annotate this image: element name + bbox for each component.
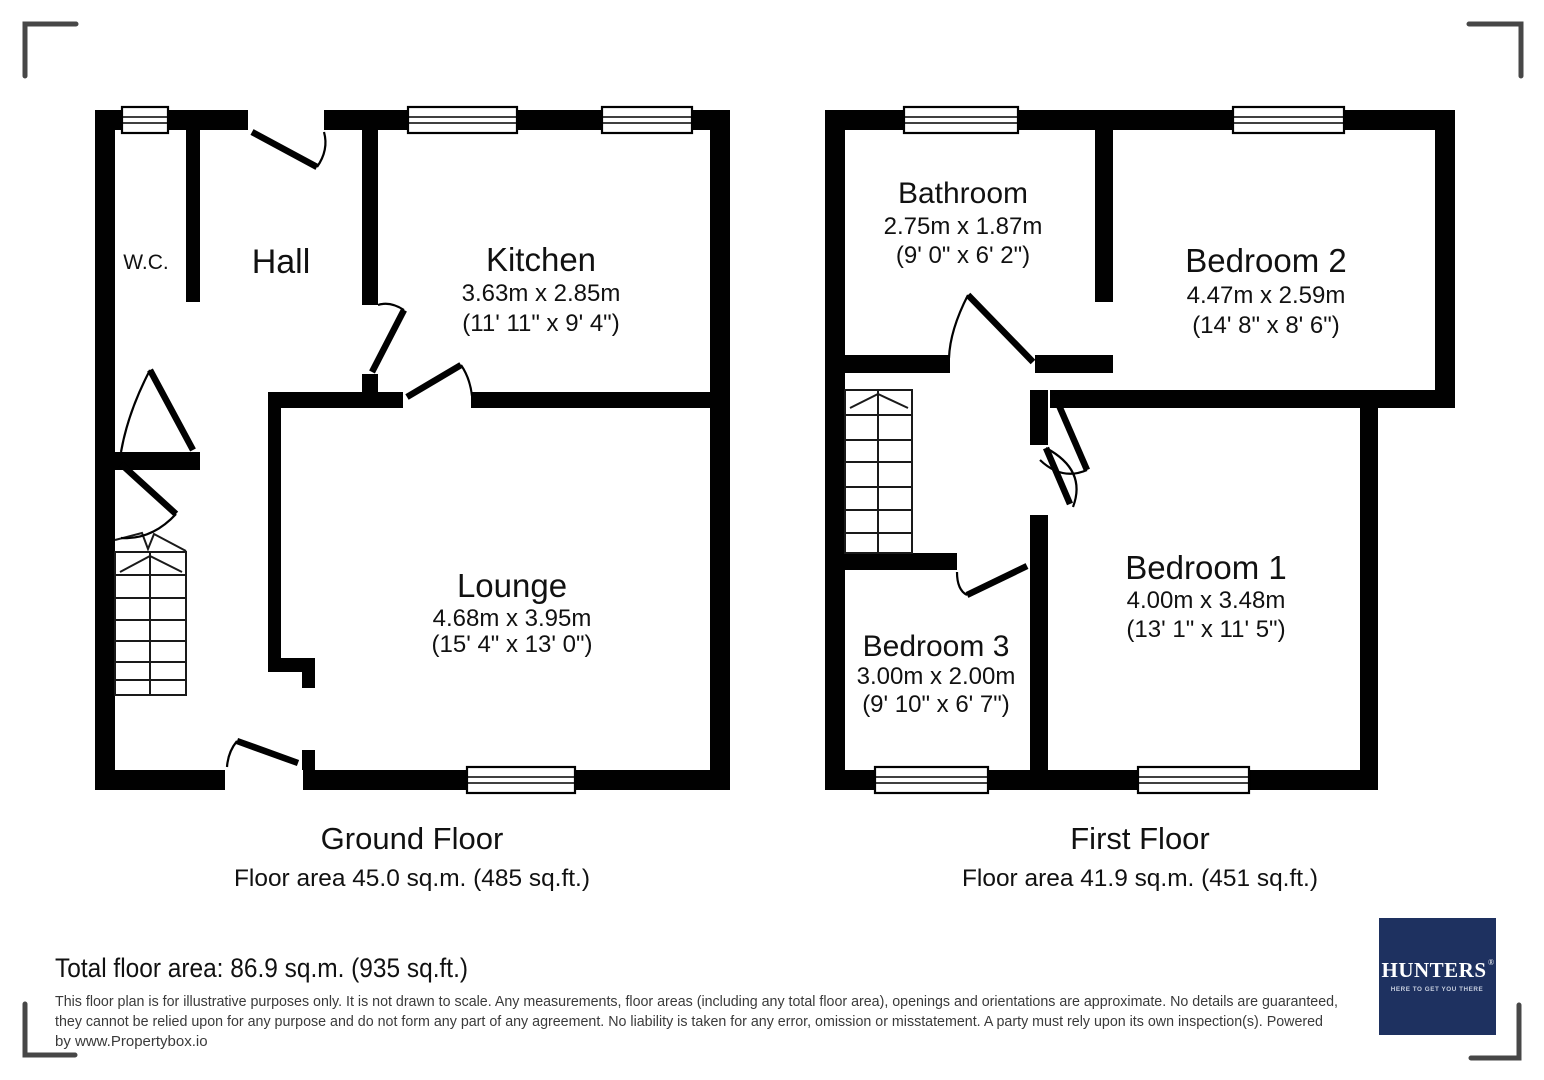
disclaimer-line-2: they cannot be relied upon for any purpose and do not form any part of any agreement. No liability is taken for any error, omission or misstatement. A party must rely upon its own inspection(s). Powered — [55, 1013, 1323, 1030]
bathroom-right-wall — [1095, 130, 1113, 302]
lounge-left-wall — [268, 392, 281, 658]
ground-floor-windows — [122, 107, 692, 793]
bedroom1-left-wall-top — [1030, 390, 1048, 445]
door-swing — [121, 464, 176, 538]
right-wall-upper — [1435, 110, 1455, 408]
window-icon — [875, 767, 988, 793]
door-swing — [1046, 448, 1077, 507]
room-dims-lounge-metric: 4.68m x 3.95m — [432, 605, 592, 632]
room-dims-bedroom3-imperial: (9' 10" x 6' 7") — [862, 691, 1010, 718]
room-label-hall: Hall — [251, 243, 311, 281]
window-icon — [602, 107, 692, 133]
bedroom1-left-wall-bottom — [1030, 515, 1048, 790]
bedroom3-top-wall — [825, 553, 957, 570]
room-dims-lounge-imperial: (15' 4" x 13' 0") — [431, 631, 593, 658]
room-dims-bedroom3-metric: 3.00m x 2.00m — [856, 663, 1016, 690]
bathroom-bottom-wall-left — [845, 355, 950, 373]
ground-floor-title: Ground Floor — [320, 821, 504, 856]
room-dims-bedroom2-imperial: (14' 8" x 8' 6") — [1192, 312, 1340, 339]
lounge-wall-jog-v — [302, 672, 315, 688]
door-swing — [957, 566, 1027, 595]
door-swing — [372, 304, 404, 372]
window-icon — [904, 107, 1018, 133]
room-label-wc: W.C. — [123, 251, 169, 274]
door-swing — [407, 365, 472, 397]
corner-marks — [25, 24, 1521, 1058]
kitchen-lounge-wall-left — [268, 392, 403, 408]
room-dims-bedroom1-metric: 4.00m x 3.48m — [1126, 587, 1286, 614]
stairs-break-line — [115, 533, 186, 551]
window-icon — [1233, 107, 1344, 133]
bedroom2-bottom-wall — [1050, 390, 1455, 408]
room-dims-bathroom-imperial: (9' 0" x 6' 2") — [895, 242, 1031, 269]
kitchen-lounge-wall-right — [471, 392, 710, 408]
room-label-kitchen: Kitchen — [485, 241, 597, 278]
window-icon — [1138, 767, 1249, 793]
floor-captions — [234, 821, 1318, 892]
lounge-wall-jog-h — [268, 658, 315, 672]
window-icon — [408, 107, 517, 133]
right-wall-lower — [1360, 390, 1378, 790]
room-label-bedroom1: Bedroom 1 — [1125, 549, 1287, 586]
hall-kitchen-wall-stub — [362, 374, 378, 394]
hunters-logo — [1379, 918, 1496, 1035]
ground-floor-area: Floor area 45.0 sq.m. (485 sq.ft.) — [234, 865, 590, 892]
corner-mark-top-left — [25, 24, 76, 76]
door-swing — [121, 370, 193, 452]
first-floor-plan — [825, 107, 1455, 793]
room-dims-kitchen-imperial: (11' 11" x 9' 4") — [462, 310, 620, 337]
door-swing — [252, 132, 325, 167]
footer — [55, 953, 1338, 1050]
total-floor-area: Total floor area: 86.9 sq.m. (935 sq.ft.) — [55, 953, 468, 983]
disclaimer-line-3: by www.Propertybox.io — [55, 1033, 208, 1050]
disclaimer-line-1: This floor plan is for illustrative purposes only. It is not drawn to scale. Any measurements, floor areas (including any total floor area), openings and orientations are approximate. No details are guaranteed, — [55, 993, 1338, 1010]
room-dims-kitchen-metric: 3.63m x 2.85m — [461, 280, 621, 307]
first-floor-doors — [949, 295, 1087, 595]
back-door-stub — [302, 750, 315, 770]
wc-wall — [186, 130, 200, 302]
room-dims-bathroom-metric: 2.75m x 1.87m — [883, 213, 1043, 240]
first-floor-title: First Floor — [1070, 821, 1210, 856]
first-floor-area: Floor area 41.9 sq.m. (451 sq.ft.) — [962, 865, 1318, 892]
window-icon — [467, 767, 575, 793]
room-label-bedroom3: Bedroom 3 — [862, 630, 1010, 663]
bathroom-bottom-wall-right — [1035, 355, 1113, 373]
back-door-opening — [225, 770, 303, 790]
room-label-bedroom2: Bedroom 2 — [1185, 242, 1347, 279]
logo-tagline: HERE TO GET YOU THERE — [1390, 986, 1484, 993]
window-icon — [122, 107, 168, 133]
hall-kitchen-wall — [362, 130, 378, 305]
room-label-lounge: Lounge — [456, 567, 568, 604]
registered-trademark-icon: ® — [1488, 958, 1495, 967]
first-floor-staircase — [845, 390, 912, 553]
room-dims-bedroom1-imperial: (13' 1" x 11' 5") — [1126, 616, 1286, 643]
logo-brand-text: HUNTERS — [1381, 958, 1487, 982]
front-door-opening — [248, 110, 324, 130]
door-swing — [227, 741, 298, 767]
door-swing — [949, 295, 1033, 362]
corner-mark-top-right — [1469, 24, 1521, 76]
room-label-bathroom: Bathroom — [897, 177, 1029, 210]
ground-floor-staircase — [115, 533, 186, 695]
ground-floor-plan — [95, 107, 730, 793]
room-dims-bedroom2-metric: 4.47m x 2.59m — [1186, 282, 1346, 309]
